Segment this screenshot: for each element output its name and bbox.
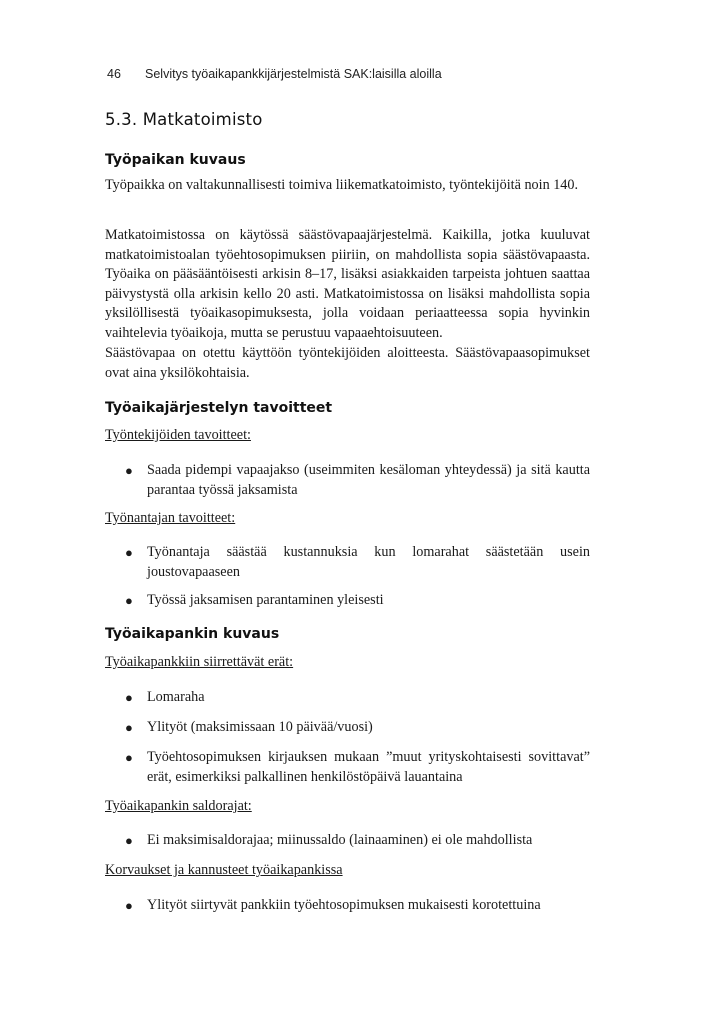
list-item: ● Ylityöt (maksimissaan 10 päivää/vuosi) [125, 718, 590, 738]
bullet-icon: ● [125, 833, 133, 848]
label-compensation: Korvaukset ja kannusteet työaikapankissa [105, 862, 343, 878]
section-title: 5.3. Matkatoimisto [105, 110, 263, 129]
heading-goals: Työaikajärjestelyn tavoitteet [105, 400, 333, 416]
bullet-icon: ● [125, 750, 133, 765]
list-item: ● Ei maksimisaldorajaa; miinussaldo (lainaaminen) ei ole mahdollista [125, 831, 590, 851]
running-header [107, 67, 442, 81]
label-employee-goals: Työntekijöiden tavoitteet: [105, 427, 251, 443]
list-item: ● Lomaraha [125, 688, 590, 708]
list-item: ● Työnantaja säästää kustannuksia kun lomarahat säästetään usein joustovapaaseen [125, 543, 590, 582]
bullet-icon: ● [125, 690, 133, 705]
label-employer-goals: Työnantajan tavoitteet: [105, 510, 236, 526]
label-transfer-items: Työaikapankkiin siirrettävät erät: [105, 654, 294, 670]
bullet-icon: ● [125, 545, 133, 560]
bullet-icon: ● [125, 720, 133, 735]
bullet-icon: ● [125, 463, 133, 478]
bullet-icon: ● [125, 593, 133, 608]
list-item: ● Työssä jaksamisen parantaminen yleisesti [125, 591, 590, 611]
label-balance-limits: Työaikapankin saldorajat: [105, 798, 252, 814]
running-title: Selvitys työaikapankkijärjestelmistä SAK:laisilla aloilla [145, 67, 442, 81]
bullet-icon: ● [125, 898, 133, 913]
heading-workplace: Työpaikan kuvaus [105, 152, 246, 168]
paragraph-savings-system: Matkatoimistossa on käytössä säästövapaajärjestelmä. Kaikilla, jotka kuuluvat matkatoimistoalan työehtosopimuksen piiriin, on mahdollista sopia säästövapaasta. Työaika on pääsääntöisesti arkisin 8–17, lisäksi asiakkaiden tarpeista johtuen saattaa päivystystä olla arkisin kello 20 asti. Matkatoimistossa on lisäksi mahdollista sopia yksilöllisestä työaikasopimuksesta, jolla voidaan periaatteessa sopia hyvinkin vaihtelevia työaikoja, mutta se perustuu vapaaehtoisuuteen. [105, 227, 590, 341]
heading-bank: Työaikapankin kuvaus [105, 626, 280, 642]
paragraph-workplace-intro: Työpaikka on valtakunnallisesti toimiva liikematkatoimisto, työntekijöitä noin 140. [105, 177, 579, 193]
list-item: ● Työehtosopimuksen kirjauksen mukaan ”muut yrityskohtaisesti sovittavat” erät, esimerkiksi palkallinen henkilöstöpäivä lauantaina [125, 748, 590, 787]
list-item: ● Ylityöt siirtyvät pankkiin työehtosopimuksen mukaisesti korotettuina [125, 896, 590, 916]
page-number: 46 [107, 67, 121, 81]
list-item: ● Saada pidempi vapaajakso (useimmiten kesäloman yhteydessä) ja sitä kautta parantaa työssä jaksamista [125, 461, 590, 500]
paragraph-initiative: Säästövapaa on otettu käyttöön työntekijöiden aloitteesta. Säästövapaasopimukset ovat aina yksilökohtaisia. [105, 345, 590, 381]
